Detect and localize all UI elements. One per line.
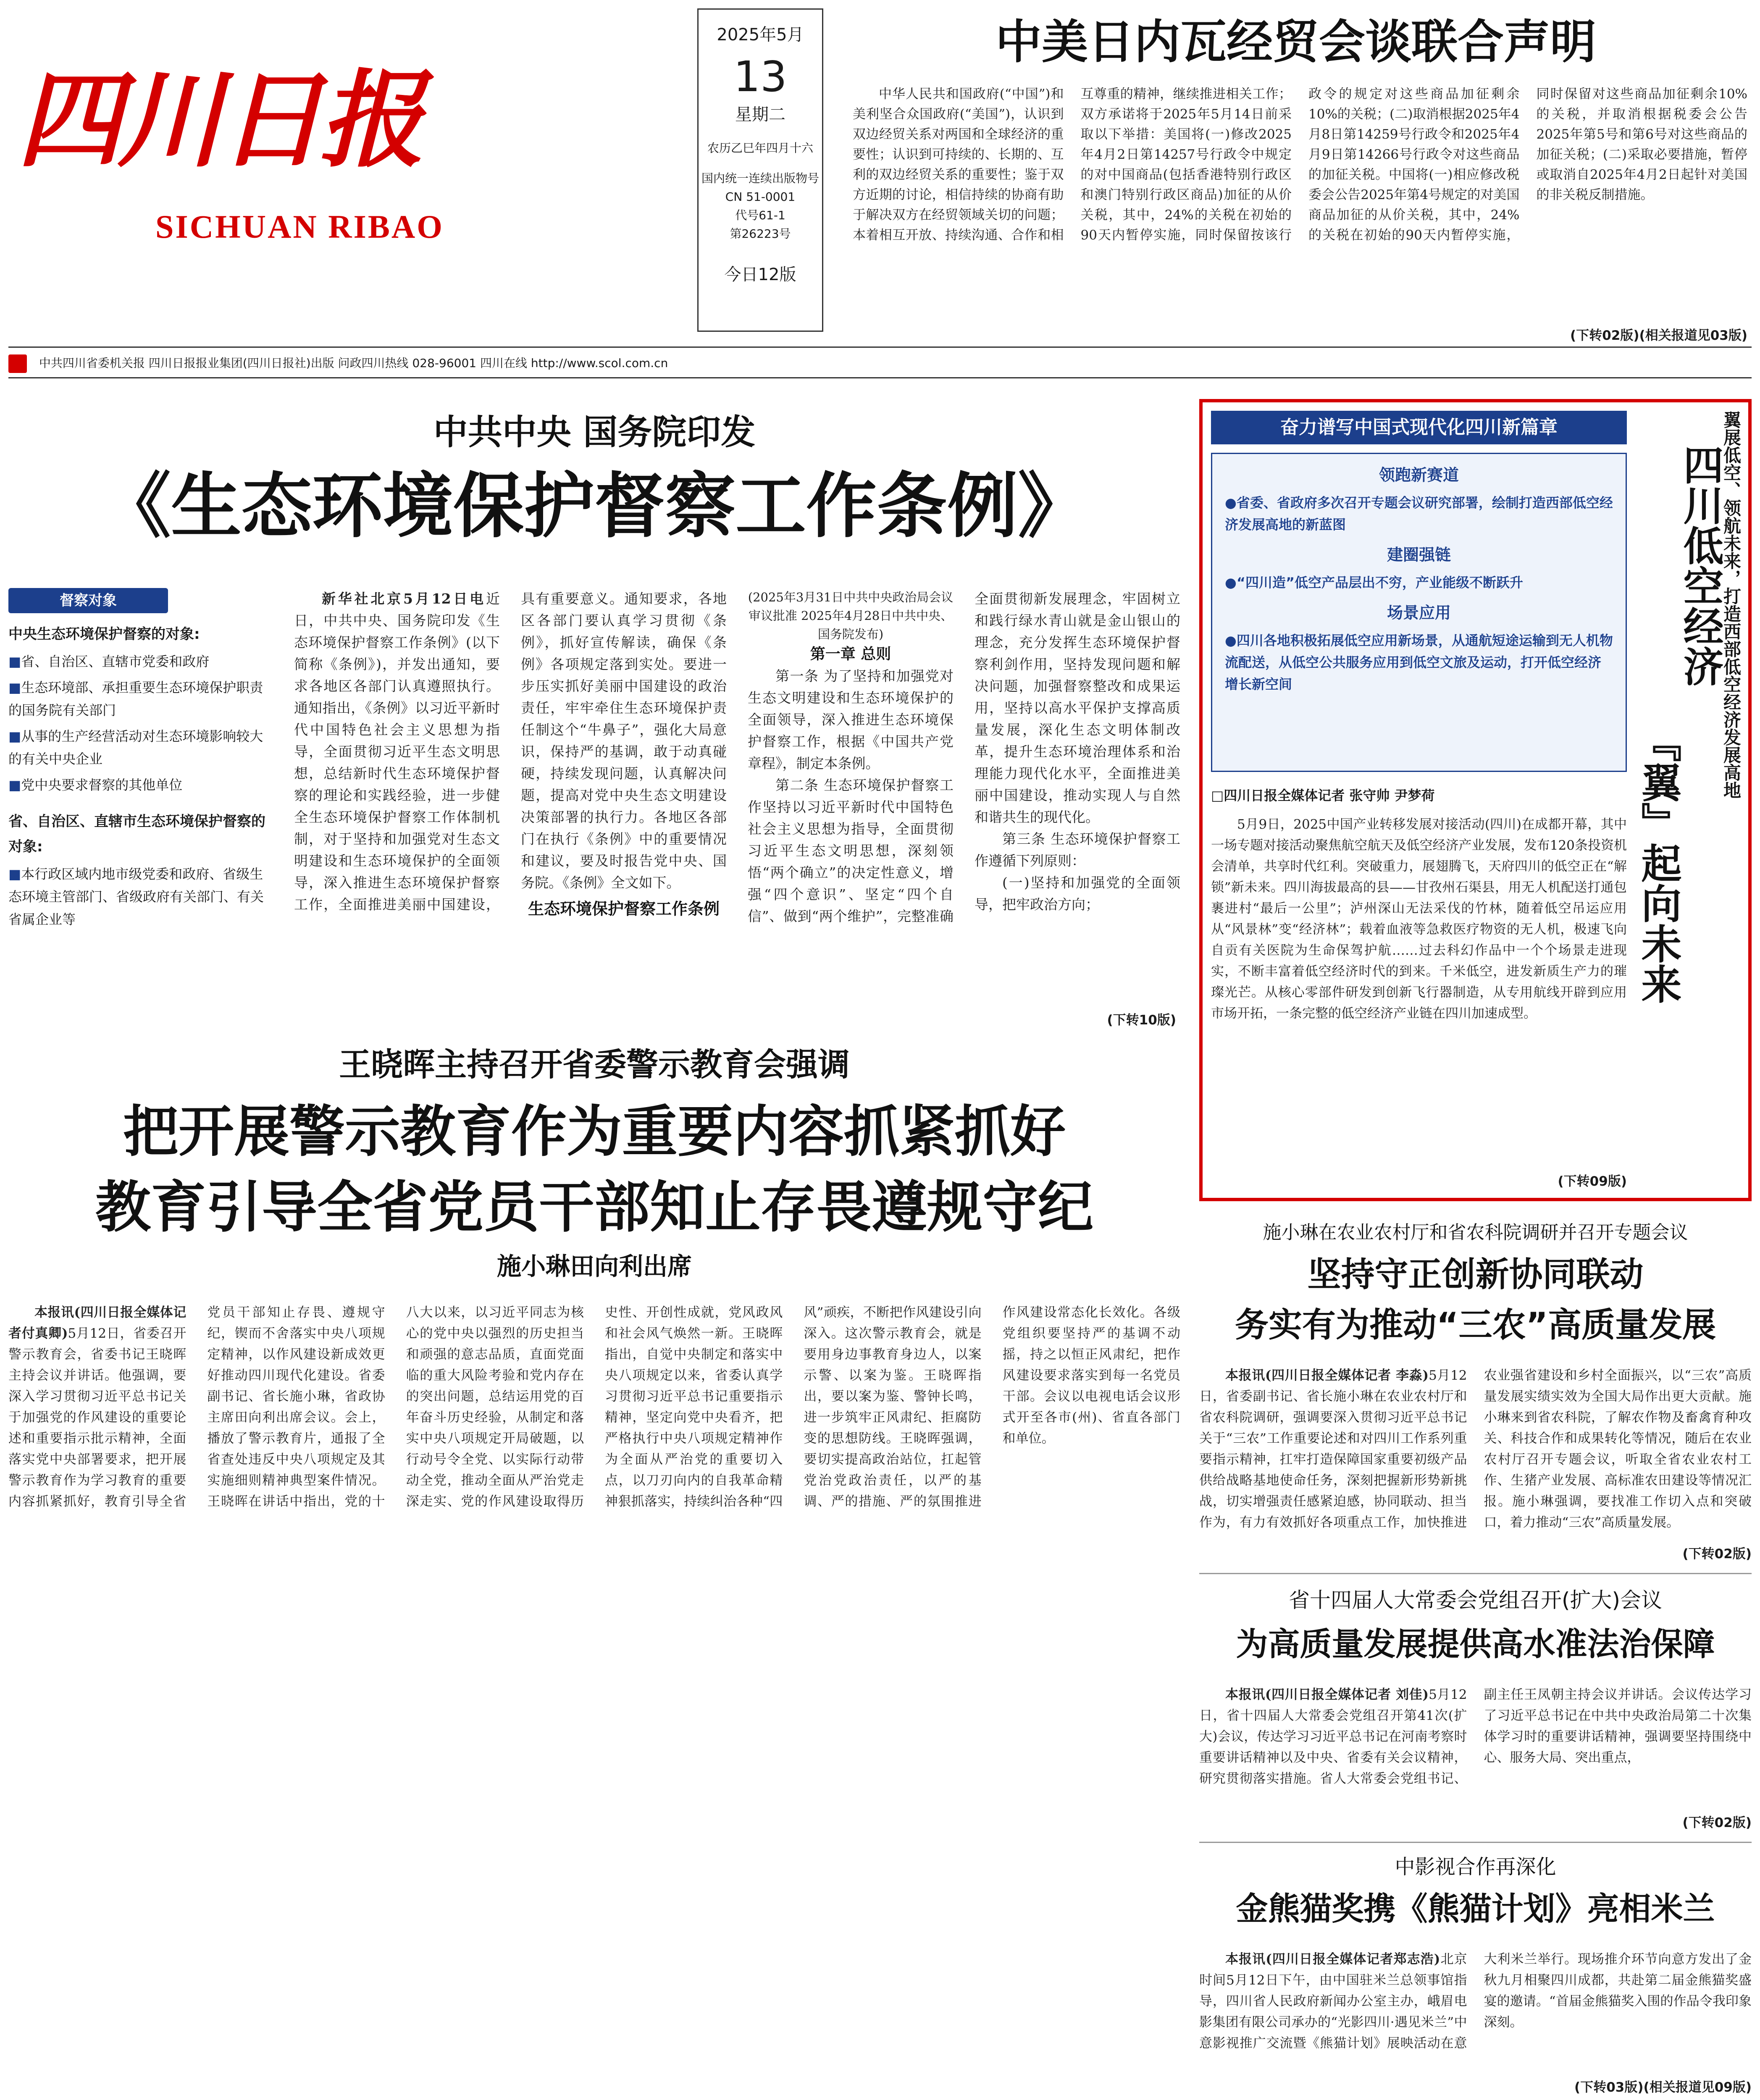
regulation-body: 新华社北京5月12日电近日，中共中央、国务院印发《生态环境保护督察工作条例》(以下简称《条例》)，并发出通知，要求各地区各部门认真遵照执行。通知指出，《条例》以习近平新时代中国特色社会主义思想为指导，全面贯彻习近平生态文明思想，总结新时代生态环境保护督察的理论和实践经验，进一步健全生态环境保护督察工作体制机制，对于坚持和加强党对生态文明建设和生态环境保护的全面领导，深入推进生态环境保护督察工作，全面推进美丽中国建设，具有重要意义。通知要求，各地区各部门要认真学习贯彻《条例》，抓好宣传解读，确保《条例》各项规定落到实处。要进一步压实抓好美丽中国建设的政治责任，牢牢牵住生态环境保护责任制这个“牛鼻子”，强化大局意识，保持严的基调，敢于动真碰硬，持续发现问题，认真解决问题，提高对党中央生态文明建设决策部署的执行力。各地区各部门在执行《条例》中的重要情况和建议，要及时报告党中央、国务院。《条例》全文如下。 生态环境保护督察工作条例 (2025年3月31日中共中央政治局会议审议批准 2025年4月28日中共中央、国务院发布) 第一章 总则 第一条 为了坚持和加强党对生态文明建设和生态环境保护的全面领导，深入推进生态环境保护督察工作，根据《中国共产党章程》，制定本条例。 第二条 生态环境保护督察工作坚持以习近平新时代中国特色社会主义思想为指导，全面贯彻习近平生态文明思想，深刻领悟“两个确立”的决定性意义，增强“四个意识”、坚定“四个自信”、做到“两个维护”，完整准确全面贯彻新发展理念，牢固树立和践行绿水青山就是金山银山的理念，充分发挥生态环境保护督察利剑作用，坚持发现问题和解决问题，加强督察整改和成果运用，坚持以高水平保护支撑高质量发展，深化生态文明体制改革，提升生态环境治理体系和治理能力现代化水平，全面推进美丽中国建设，推动实现人与自然和谐共生的现代化。 第三条 生态环境保护督察工作遵循下列原则： (一)坚持和加强党的全面领导，把牢政治方向； bbox=[294, 588, 1180, 1008]
npc-kicker: 省十四届人大常委会党组召开(扩大)会议 bbox=[1288, 1588, 1662, 1612]
bullet-icon: ■ bbox=[8, 680, 21, 696]
npc-title: 为高质量发展提供高水准法治保障 bbox=[1236, 1625, 1715, 1663]
info-bar-text: 中共四川省委机关报 四川日报报业集团(四川日报社)出版 问政四川热线 028-96001 四川在线 http://www.scol.com.cn bbox=[39, 356, 668, 370]
npc-lead: 本报讯(四川日报全媒体记者 刘佳) bbox=[1225, 1687, 1429, 1702]
agri-kicker: 施小琳在农业农村厅和省农科院调研并召开专题会议 bbox=[1263, 1222, 1688, 1243]
section-text: ●四川各地积极拓展低空应用新场景，从通航短途运输到无人机物流配送，从低空公共服务应用到低空文旅及运动，打开低空经济增长新空间 bbox=[1225, 633, 1613, 692]
sidebar-item: ■党中央要求督察的其他单位 bbox=[8, 777, 183, 793]
film-more[interactable]: (下转03版)(相关报道见09版) bbox=[1574, 2080, 1752, 2095]
npc-more[interactable]: (下转02版) bbox=[1682, 1815, 1752, 1830]
section-text: ●“四川造”低空产品层出不穷，产业能级不断跃升 bbox=[1225, 575, 1523, 591]
film-top-rule bbox=[1199, 1842, 1752, 1843]
regulation-lead: 新华社北京5月12日电 bbox=[322, 591, 486, 607]
issue-line-2: CN 51-0001 bbox=[725, 190, 796, 204]
top-story-title: 中美日内瓦经贸会谈联合声明 bbox=[996, 15, 1596, 69]
top-story-body: 中华人民共和国政府(“中国”)和美利坚合众国政府(“美国”)，认识到双边经贸关系对两国和全球经济的重要性；认识到可持续的、长期的、互利的双边经贸关系的重要性；鉴于双方近期的讨论，相信持续的协商有助于解决双方在经贸领域关切的问题；本着相互开放、持续沟通、合作和相互尊重的精神，继续推进相关工作；双方承诺将于2025年5月14日前采取以下举措：美国将(一)修改2025年4月2日第14257号行政令中规定的对中国商品(包括香港特别行政区和澳门特别行政区商品)加征的从价关税，其中，24%的关税在初始的90天内暂停实施，同时保留按该行政令的规定对这些商品加征剩余10%的关税；(二)取消根据2025年4月8日第14259号行政令和2025年4月9日第14266号行政令对这些商品的加征关税。中国将(一)相应修改税委会公告2025年第4号规定的对美国商品加征的从价关税，其中，24%的关税在初始的90天内暂停实施，同时保留对这些商品加征剩余10%的关税，并取消根据税委会公告2025年第5号和第6号对这些商品的加征关税；(二)采取必要措施，暂停或取消自2025年4月2日起针对美国的非关税反制措施。 bbox=[853, 87, 1747, 243]
film-title: 金熊猫奖携《熊猫计划》亮相米兰 bbox=[1236, 1890, 1715, 1927]
logo-chinese: 四川日报 bbox=[17, 58, 420, 181]
agri-more[interactable]: (下转02版) bbox=[1682, 1546, 1752, 1562]
issue-line-4: 第26223号 bbox=[730, 227, 791, 241]
npc-body: 本报讯(四川日报全媒体记者 刘佳)5月12日，省十四届人大常委会党组召开第41次(扩大)会议，传达学习习近平总书记在河南考察时重要讲话精神以及中央、省委有关会议精神，研究贯彻落实措施。省人大常委会党组书记、副主任王凤朝主持会议并讲话。会议传达学习了习近平总书记在中共中央政治局第二十次集体学习时的重要讲话精神，强调要坚持围绕中心、服务大局、突出重点， bbox=[1199, 1687, 1752, 1786]
agri-lead: 本报讯(四川日报全媒体记者 李淼) bbox=[1225, 1368, 1429, 1383]
regulation-doc-title: 生态环境保护督察工作条例 bbox=[528, 900, 720, 918]
regulation-article: 第一条 为了坚持和加强党对生态文明建设和生态环境保护的全面领导，深入推进生态环境保护督察工作，根据《中国共产党章程》，制定本条例。 bbox=[748, 668, 954, 772]
film-kicker: 中影视合作再深化 bbox=[1395, 1855, 1556, 1879]
date-day: 13 bbox=[733, 52, 787, 101]
sidebar-item: ■生态环境部、承担重要生态环境保护职责的国务院有关部门 bbox=[8, 680, 263, 718]
sidebar-tab: 督察对象 bbox=[8, 588, 168, 613]
date-box bbox=[697, 8, 823, 332]
info-bar-top-rule bbox=[8, 346, 1752, 348]
bullet-icon: ■ bbox=[8, 777, 21, 793]
regulation-doc-note: (2025年3月31日中共中央政治局会议审议批准 2025年4月28日中共中央、国务院发布) bbox=[748, 590, 954, 641]
masthead-logo bbox=[17, 50, 491, 277]
regulation-title: 《生态环境保护督察工作条例》 bbox=[100, 465, 1088, 547]
warning-lead: 本报讯(四川日报全媒体记者付真卿) bbox=[8, 1305, 187, 1341]
bullet-icon: ■ bbox=[8, 654, 21, 669]
issue-line-1: 国内统一连续出版物号 bbox=[701, 171, 819, 185]
pages-count: 今日12版 bbox=[724, 265, 796, 284]
feature-more[interactable]: (下转09版) bbox=[1558, 1174, 1627, 1189]
regulation-article: 第二条 生态环境保护督察工作坚持以习近平新时代中国特色社会主义思想为指导，全面贯彻习近平生态文明思想，深刻领悟“两个确立”的决定性意义，增强“四个意识”、坚定“四个自信”、做到“两个维护”，完整准确全面贯彻新发展理念，牢固树立和践行绿水青山就是金山银山的理念，充分发挥生态环境保护督察利剑作用，坚持发现问题和解决问题，加强督察整改和成果运用，坚持以高水平保护支撑高质量发展，深化生态文明体制改革，提升生态环境治理体系和治理能力现代化水平，全面推进美丽中国建设，推动实现人与自然和谐共生的现代化。 bbox=[748, 591, 1180, 924]
date-lunar: 农历乙巳年四月十六 bbox=[707, 141, 813, 155]
issue-line-3: 代号61-1 bbox=[735, 208, 785, 222]
warning-body: 本报讯(四川日报全媒体记者付真卿)5月12日，省委召开警示教育会，省委书记王晓晖主持会议并讲话。他强调，要深入学习贯彻习近平总书记关于加强党的作风建设的重要论述和重要指示批示精神，全面落实党中央部署要求，把开展警示教育作为学习教育的重要内容抓紧抓好，教育引导全省党员干部知止存畏、遵规守纪，锲而不舍落实中央八项规定精神，以作风建设新成效更好推动四川现代化建设。省委副书记、省长施小琳，省政协主席田向利出席会议。会上，播放了警示教育片，通报了全省查处违反中央八项规定及其实施细则精神典型案件情况。王晓晖在讲话中指出，党的十八大以来，以习近平同志为核心的党中央以强烈的历史担当和顽强的意志品质，直面党面临的重大风险考验和党内存在的突出问题，总结运用党的百年奋斗历史经验，从制定和落实中央八项规定开局破题，以行动号令全党、以实际行动带动全党，推动全面从严治党走深走实、党的作风建设取得历史性、开创性成就，党风政风和社会风气焕然一新。王晓晖指出，自觉中央制定和落实中央八项规定以来，省委认真学习贯彻习近平总书记重要指示精神，坚定向党中央看齐，把严格执行中央八项规定精神作为全面从严治党的重要切入点，以刀刃向内的自我革命精神狠抓落实，持续纠治各种“四风”顽疾，不断把作风建设引向深入。这次警示教育会，就是要用身边事教育身边人，以案示警、以案为鉴。王晓晖指出，要以案为鉴、警钟长鸣，进一步筑牢正风肃纪、拒腐防变的思想防线。王晓晖强调，要切实提高政治站位，扛起管党治党政治责任，以严的基调、严的措施、严的氛围推进作风建设常态化长效化。各级党组织要坚持严的基调不动摇，持之以恒正风肃纪，把作风建设要求落实到每一名党员干部。会议以电视电话会议形式开至各市(州)、省直各部门和单位。 bbox=[8, 1305, 1180, 1509]
bullet-icon: ■ bbox=[8, 728, 21, 744]
warning-title-1: 把开展警示教育作为重要内容抓紧抓好 bbox=[123, 1100, 1066, 1164]
feature-side-title-1: 四川低空经济 bbox=[1677, 444, 1724, 686]
warning-title-2: 教育引导全省党员干部知止存畏遵规守纪 bbox=[95, 1175, 1093, 1240]
feature-sections-box bbox=[1211, 453, 1627, 772]
paper-emblem-icon bbox=[8, 354, 27, 373]
low-altitude-feature bbox=[1199, 399, 1752, 1201]
section-label: 领跑新赛道 bbox=[1379, 466, 1459, 484]
agri-title-2: 务实有为推动“三农”高质量发展 bbox=[1235, 1305, 1716, 1344]
warning-attendees: 施小琳田向利出席 bbox=[496, 1252, 692, 1281]
feature-byline: □四川日报全媒体记者 张守帅 尹梦荷 bbox=[1211, 788, 1435, 803]
npc-top-rule bbox=[1199, 1573, 1752, 1574]
feature-side-title-2: 『翼』起向未来 bbox=[1635, 722, 1682, 1004]
regulation-sidebar bbox=[8, 588, 273, 1008]
section-label: 建圈强链 bbox=[1387, 546, 1451, 564]
sidebar-heading-2: 省、自治区、直辖市生态环境保护督察的对象: bbox=[8, 813, 265, 855]
top-story-more[interactable]: (下转02版)(相关报道见03版) bbox=[1570, 328, 1747, 343]
feature-banner: 奋力谱写中国式现代化四川新篇章 bbox=[1211, 411, 1627, 444]
section-label: 场景应用 bbox=[1387, 604, 1451, 622]
bullet-icon: ■ bbox=[8, 866, 21, 882]
sidebar-item: ■本行政区域内地市级党委和政府、省级生态环境主管部门、省级政府有关部门、有关省属企业等 bbox=[8, 866, 264, 927]
regulation-kicker: 中共中央 国务院印发 bbox=[433, 412, 756, 452]
sidebar-item: ■省、自治区、直辖市党委和政府 bbox=[8, 654, 210, 669]
regulation-more[interactable]: (下转10版) bbox=[1107, 1013, 1176, 1028]
info-bar-bottom-rule bbox=[8, 377, 1752, 378]
feature-side-subtitle: 翼展低空、领航未来，打造西部低空经济发展高地 bbox=[1721, 411, 1742, 799]
agri-body: 本报讯(四川日报全媒体记者 李淼)5月12日，省委副书记、省长施小琳在农业农村厅和省农科院调研，强调要深入贯彻习近平总书记关于“三农”工作重要论述和对四川工作系列重要指示精神，扛牢打造保障国家重要初级产品供给战略基地使命任务，深刻把握新形势新挑战，切实增强责任感紧迫感，协同联动、担当作为，有力有效抓好各项重点工作，加快推进农业强省建设和乡村全面振兴，以“三农”高质量发展实绩实效为全国大局作出更大贡献。施小琳来到省农科院，了解农作物及畜禽育种攻关、科技合作和成果转化等情况，随后在农业农村厅召开专题会议，听取全省农业农村工作、生猪产业发展、高标准农田建设等情况汇报。施小琳强调，要找准工作切入点和突破口，着力推动“三农”高质量发展。 bbox=[1199, 1368, 1752, 1530]
sidebar-heading-1: 中央生态环境保护督察的对象: bbox=[8, 626, 200, 643]
section-text: ●省委、省政府多次召开专题会议研究部署，绘制打造西部低空经济发展高地的新蓝图 bbox=[1225, 495, 1613, 533]
feature-body: 5月9日，2025中国产业转移发展对接活动(四川)在成都开幕，其中一场专题对接活动聚焦航空航天及低空经济产业发展，发布120条投资机会清单，共享时代红利。突破重力，展翅腾飞，天府四川的低空正在“解锁”新未来。四川海拔最高的县——甘孜州石渠县，用无人机配送打通包裹进村“最后一公里”；泸州深山无法采伐的竹林，随着低空吊运应用从“风景林”变“经济林”；载着血液等急救医疗物资的无人机，极速飞向自贡有关医院为生命保驾护航……过去科幻作品中一个个场景走进现实，不断丰富着低空经济时代的到来。千米低空，进发新质生产力的璀璨光芒。从核心零部件研发到创新飞行器制造，从专用航线开辟到应用市场开拓，一条完整的低空经济产业链在四川加速成型。 bbox=[1211, 817, 1627, 1021]
film-lead: 本报讯(四川日报全媒体记者郑志浩) bbox=[1225, 1952, 1440, 1967]
regulation-article: 第三条 生态环境保护督察工作遵循下列原则： bbox=[975, 831, 1180, 869]
sidebar-item: ■从事的生产经营活动对生态环境影响较大的有关中央企业 bbox=[8, 728, 263, 767]
regulation-article: (一)坚持和加强党的全面领导，把牢政治方向； bbox=[975, 874, 1180, 913]
logo-english: SICHUAN RIBAO bbox=[155, 208, 444, 245]
date-weekday: 星期二 bbox=[735, 105, 785, 124]
agri-title-1: 坚持守正创新协同联动 bbox=[1307, 1255, 1644, 1294]
warning-kicker: 王晓晖主持召开省委警示教育会强调 bbox=[339, 1046, 850, 1083]
regulation-chapter: 第一章 总则 bbox=[810, 646, 891, 663]
info-bar bbox=[8, 351, 1752, 376]
film-body: 本报讯(四川日报全媒体记者郑志浩)北京时间5月12日下午，由中国驻米兰总领事馆指导，四川省人民政府新闻办公室主办，峨眉电影集团有限公司承办的“光影四川·遇见米兰”中意影视推广交流暨《熊猫计划》展映活动在意大利米兰举行。现场推介环节向意方发出了金秋九月相聚四川成都，共赴第二届金熊猫奖盛宴的邀请。“首届金熊猫奖入围的作品令我印象深刻。 bbox=[1199, 1952, 1752, 2051]
date-year-month: 2025年5月 bbox=[717, 25, 804, 45]
